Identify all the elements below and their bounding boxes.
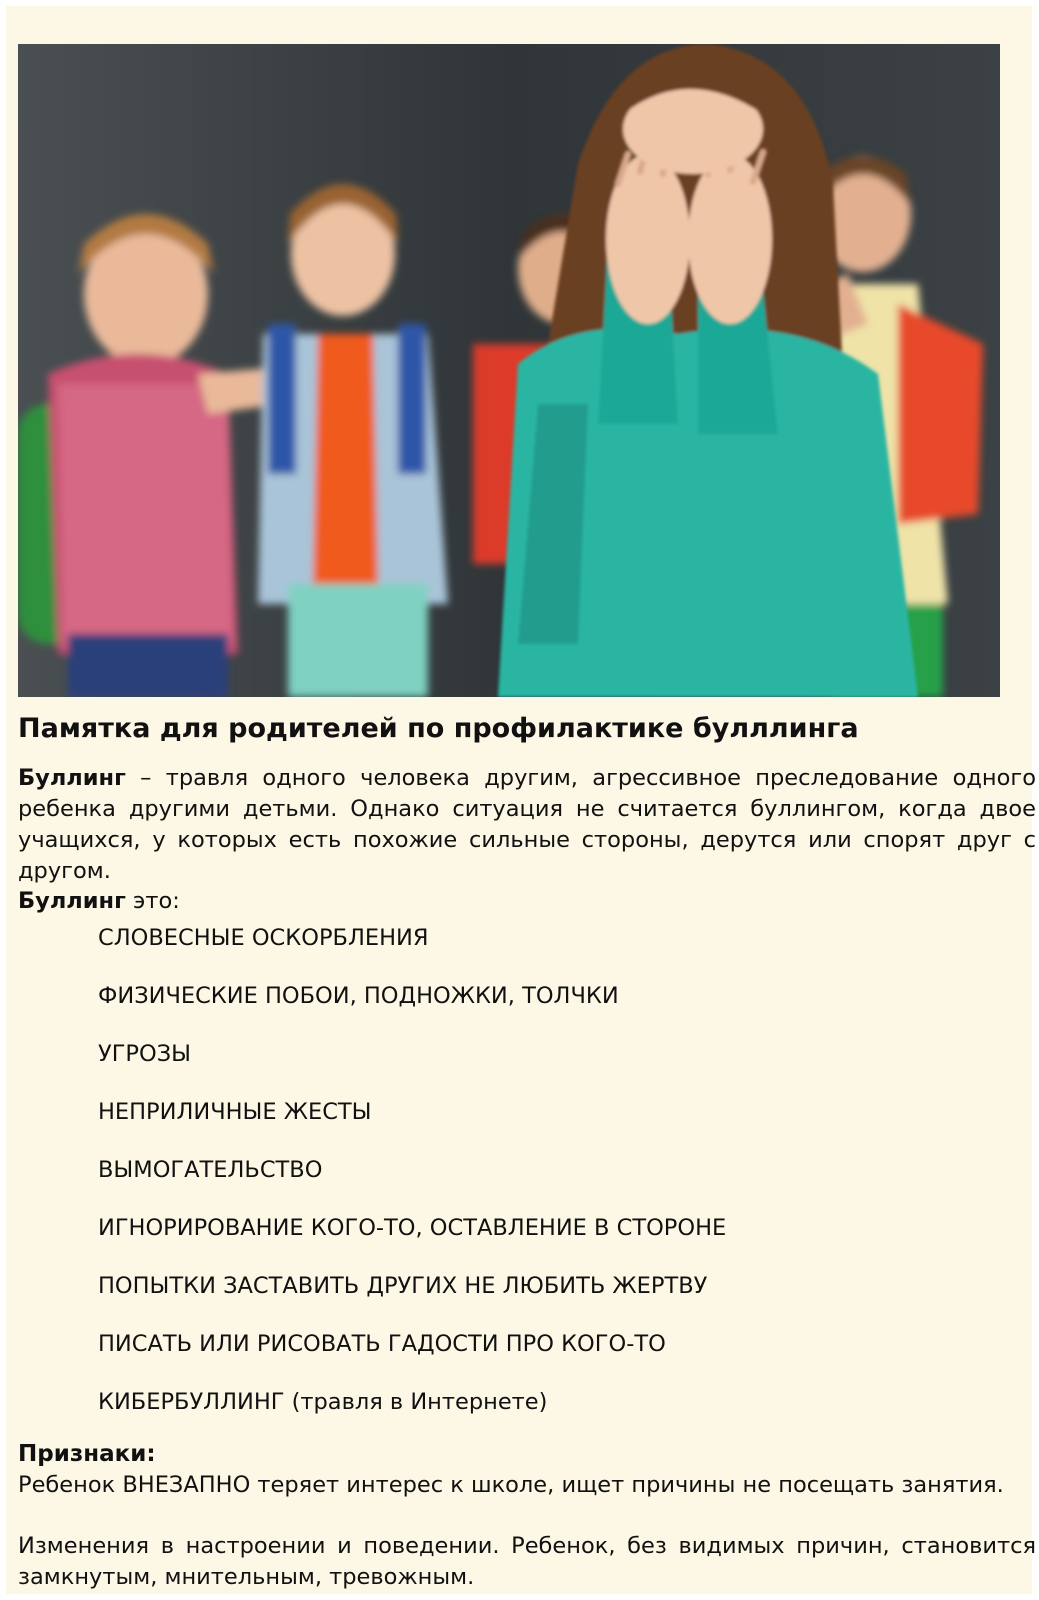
page-title: Памятка для родителей по профилактике булллинга — [18, 713, 859, 744]
list-item: КИБЕРБУЛЛИНГ (травля в Интернете) — [98, 1389, 548, 1415]
bullying-types-list — [98, 924, 726, 1446]
sign-line: замкнутым, мнительным, тревожным. — [18, 1564, 475, 1590]
list-item: ВЫМОГАТЕЛЬСТВО — [98, 1157, 323, 1183]
intro-line: другом. — [18, 858, 111, 884]
intro-line: учащихся, у которых есть похожие сильные стороны, дерутся или спорят друг с — [18, 827, 1036, 853]
intro-line: ребенка другими детьми. Однако ситуация не считается буллингом, когда двое — [18, 796, 1036, 822]
list-item: УГРОЗЫ — [98, 1041, 191, 1067]
sign-line: Изменения в настроении и поведении. Ребенок, без видимых причин, становится — [18, 1533, 1036, 1559]
intro-line1-text: – травля одного человека другим, агрессивное преследование одного — [125, 765, 1036, 791]
page-sheet — [6, 6, 1036, 1594]
list-heading-text: это: — [125, 888, 180, 914]
signs-heading: Признаки: — [18, 1441, 156, 1467]
list-heading — [18, 886, 1036, 917]
list-item: ИГНОРИРОВАНИЕ КОГО-ТО, ОСТАВЛЕНИЕ В СТОРОНЕ — [98, 1215, 727, 1241]
bullying-illustration — [18, 44, 1000, 697]
list-item: ФИЗИЧЕСКИЕ ПОБОИ, ПОДНОЖКИ, ТОЛЧКИ — [98, 983, 619, 1009]
bullying-photo — [18, 44, 1000, 697]
intro-paragraph — [18, 763, 1036, 887]
term-bullying: Буллинг — [18, 888, 126, 914]
intro-line — [18, 763, 1036, 794]
term-bullying: Буллинг — [18, 765, 126, 791]
sign-paragraph: Ребенок ВНЕЗАПНО теряет интерес к школе, ищет причины не посещать занятия. — [18, 1472, 1004, 1498]
list-item: ПИСАТЬ ИЛИ РИСОВАТЬ ГАДОСТИ ПРО КОГО-ТО — [98, 1331, 666, 1357]
sign-paragraph — [18, 1531, 1036, 1593]
list-item: СЛОВЕСНЫЕ ОСКОРБЛЕНИЯ — [98, 925, 429, 951]
list-item: ПОПЫТКИ ЗАСТАВИТЬ ДРУГИХ НЕ ЛЮБИТЬ ЖЕРТВУ — [98, 1273, 708, 1299]
list-item: НЕПРИЛИЧНЫЕ ЖЕСТЫ — [98, 1099, 372, 1125]
